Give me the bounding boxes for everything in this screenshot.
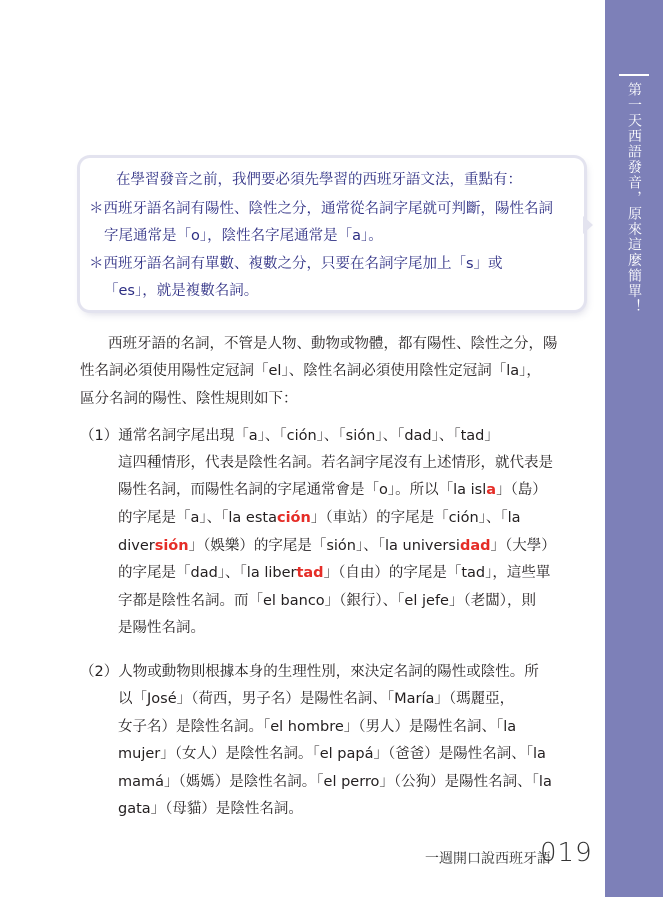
- rule1-line-1: （1）通常名詞字尾出現「a」、「ción」、「sión」、「dad」、「tad」: [80, 428, 499, 444]
- highlight-ending: a: [486, 482, 497, 498]
- rule2-line-6: gata」（母貓）是陰性名詞。: [118, 801, 303, 817]
- book-title: 一週開口說西班牙語: [425, 851, 551, 867]
- note-intro: 在學習發音之前，我們要必須先學習的西班牙語文法，重點有：: [116, 172, 522, 188]
- note-point-1: ＊西班牙語名詞有陽性、陰性之分，通常從名詞字尾就可判斷，陽性名詞: [89, 201, 553, 217]
- rule1-line-2: 這四種情形，代表是陰性名詞。若名詞字尾沒有上述情形，就代表是: [118, 455, 553, 471]
- chapter-tab-label: [623, 82, 645, 315]
- rule1-line-8: 是陽性名詞。: [118, 620, 205, 636]
- intro-line-1: 西班牙語的名詞，不管是人物、動物或物體，都有陽性、陰性之分，陽: [108, 336, 558, 352]
- rule1-line-3: 陽性名詞，而陽性名詞的字尾通常會是「o」。所以「la isla」（島）: [118, 482, 547, 498]
- chapter-title: 西語發音，原來這麼簡單！: [626, 128, 642, 315]
- rule2-line-2: 以「José」（荷西，男子名）是陽性名詞、「María」（瑪麗亞，: [118, 691, 515, 707]
- rule1-line-5: diversión」（娛樂）的字尾是「sión」、「la universidad」（大學）: [118, 538, 556, 554]
- rule1-line-7: 字都是陰性名詞。而「el banco」（銀行）、「el jefe」（老闆），則: [118, 593, 536, 609]
- highlight-ending: sión: [154, 538, 189, 554]
- rule2-line-1: （2）人物或動物則根據本身的生理性別，來決定名詞的陽性或陰性。所: [80, 664, 539, 680]
- rule2-line-3: 女子名）是陰性名詞。「el hombre」（男人）是陽性名詞、「la: [118, 719, 517, 735]
- note-point-2: ＊西班牙語名詞有單數、複數之分，只要在名詞字尾加上「s」或: [89, 256, 503, 272]
- highlight-ending: tad: [296, 565, 324, 581]
- chapter-day-label: 第一天: [626, 82, 642, 129]
- highlight-ending: ción: [276, 510, 311, 526]
- highlight-ending: dad: [459, 538, 491, 554]
- rule1-line-4: 的字尾是「a」、「la estación」（車站）的字尾是「ción」、「la: [118, 510, 521, 526]
- tab-divider: [619, 74, 649, 76]
- rule1-line-6: 的字尾是「dad」、「la libertad」（自由）的字尾是「tad」，這些單: [118, 565, 551, 581]
- page-number: 019: [540, 838, 593, 868]
- box-pointer: [583, 216, 593, 234]
- intro-line-2: 性名詞必須使用陽性定冠詞「el」、陰性名詞必須使用陰性定冠詞「la」，: [80, 363, 541, 379]
- note-point-2-cont: 「es」，就是複數名詞。: [104, 283, 259, 299]
- note-point-1-cont: 字尾通常是「o」，陰性名字尾通常是「a」。: [104, 228, 383, 244]
- chapter-side-tab: [605, 0, 663, 897]
- intro-line-3: 區分名詞的陽性、陰性規則如下：: [80, 391, 298, 407]
- rule2-line-5: mamá」（媽媽）是陰性名詞。「el perro」（公狗）是陽性名詞、「la: [118, 774, 552, 790]
- rule2-line-4: mujer」（女人）是陰性名詞。「el papá」（爸爸）是陽性名詞、「la: [118, 746, 546, 762]
